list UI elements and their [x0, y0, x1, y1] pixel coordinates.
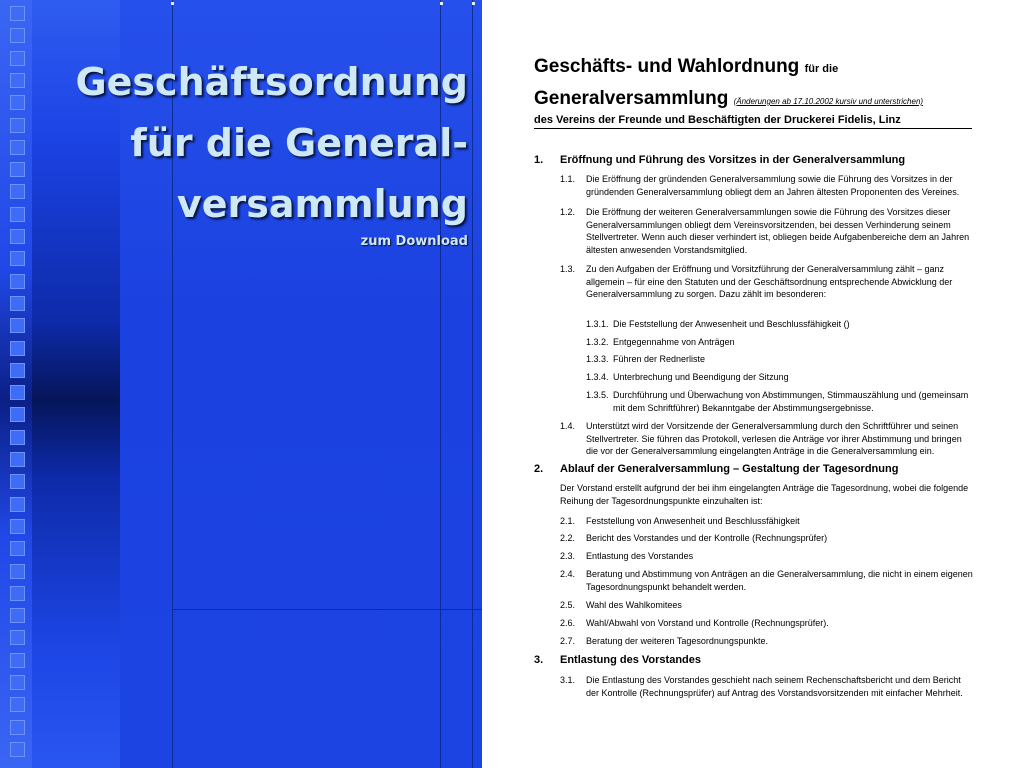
item-text: Zu den Aufgaben der Eröffnung und Vorsitzführung der Generalversammlung zählt – ganz allgemein – für eine den Statuten und der Geschäftsordnung entsprechende Abwicklung der Generalversammlung zu sorgen. Dazu zählt im besonderen: — [586, 264, 953, 299]
item-number: 1.1. — [560, 174, 576, 184]
item-number: 1.2. — [560, 207, 576, 217]
decorative-square — [10, 73, 25, 88]
section-title: Entlastung des Vorstandes — [560, 654, 701, 666]
decorative-square — [10, 742, 25, 757]
item-number: 2.4. — [560, 569, 576, 579]
item-number: 2.3. — [560, 551, 576, 561]
document-heading-line1 — [534, 56, 838, 78]
item-text: Die Eröffnung der gründenden Generalversammlung sowie die Führung des Vorsitzes in der gründenden Generalversammlung obliegt dem an Jahren ältesten Proponenten des Vereines. — [586, 174, 960, 197]
section-heading — [534, 463, 898, 475]
section-title: Eröffnung und Führung des Vorsitzes in der Generalversammlung — [560, 154, 906, 166]
corner-marker — [472, 2, 475, 5]
amendment-note: (Änderungen ab 17.10.2002 kursiv und unterstrichen) — [733, 97, 924, 106]
decorative-square — [10, 630, 25, 645]
item-number: 1.4. — [560, 421, 576, 431]
item-text: Beratung und Abstimmung von Anträgen an die Generalversammlung, die nicht in einem eigenen Tagesordnungspunkt behandelt werden. — [586, 569, 973, 592]
item-number: 1.3.1. — [586, 319, 609, 329]
item-text: Entlastung des Vorstandes — [586, 551, 694, 561]
decorative-square — [10, 51, 25, 66]
decorative-square — [10, 474, 25, 489]
decorative-square — [10, 229, 25, 244]
decorative-square — [10, 519, 25, 534]
decorative-square — [10, 653, 25, 668]
section-number: 3. — [534, 654, 544, 666]
item-number: 1.3.4. — [586, 372, 609, 382]
slide-title-line: versammlung — [176, 182, 468, 226]
list-item — [586, 389, 976, 415]
decorative-square — [10, 720, 25, 735]
decorative-square — [10, 608, 25, 623]
decorative-square — [10, 184, 25, 199]
item-number: 2.6. — [560, 618, 576, 628]
list-item — [560, 674, 980, 700]
decorative-square — [10, 586, 25, 601]
document-page — [482, 0, 1024, 768]
item-number: 2.7. — [560, 636, 576, 646]
item-text: Bericht des Vorstandes und der Kontrolle (Rechnungsprüfer) — [586, 533, 828, 543]
corner-marker — [171, 2, 174, 5]
item-number: 1.3.3. — [586, 354, 609, 364]
item-number: 1.3.2. — [586, 337, 609, 347]
decorative-square — [10, 541, 25, 556]
decorative-square — [10, 363, 25, 378]
document-heading-suffix: für die — [804, 63, 839, 75]
decorative-square — [10, 274, 25, 289]
decorative-square — [10, 407, 25, 422]
item-text: Unterbrechung und Beendigung der Sitzung — [613, 372, 789, 382]
guide-line — [472, 0, 473, 768]
decorative-square — [10, 318, 25, 333]
decorative-square — [10, 162, 25, 177]
guide-line — [172, 609, 482, 610]
section-heading — [534, 654, 701, 666]
section-heading — [534, 154, 905, 166]
item-text: Beratung der weiteren Tagesordnungspunkte. — [586, 636, 768, 646]
decorative-square — [10, 140, 25, 155]
item-number: 3.1. — [560, 675, 576, 685]
decorative-square — [10, 675, 25, 690]
list-item — [560, 263, 980, 313]
list-item — [560, 173, 980, 199]
item-text: Wahl des Wahlkomitees — [586, 600, 682, 610]
item-number: 1.3. — [560, 264, 576, 274]
item-text: Unterstützt wird der Vorsitzende der Generalversammlung durch den Schriftführer und seinen Stellvertreter. Sie führen das Protokoll, verlesen die Anträge vor ihrer Abstimmung und bringen die vor der Generalversammlung eingelangten Anträge in die Generalversammlung ein. — [586, 421, 962, 456]
item-number: 2.2. — [560, 533, 576, 543]
decorative-square — [10, 564, 25, 579]
item-text: Führen der Rednerliste — [613, 354, 706, 364]
corner-marker — [440, 2, 443, 5]
decorative-square — [10, 207, 25, 222]
decorative-square — [10, 497, 25, 512]
item-number: 2.5. — [560, 600, 576, 610]
decorative-square — [10, 385, 25, 400]
heading-divider — [534, 128, 972, 129]
section-intro: Der Vorstand erstellt aufgrund der bei ihm eingelangten Anträge die Tagesordnung, wobei die folgende Reihung der Tagesordnungspunkte einzuhalten ist: — [560, 483, 969, 506]
section-number: 2. — [534, 463, 544, 475]
decorative-square — [10, 6, 25, 21]
item-text: Feststellung von Anwesenheit und Beschlussfähigkeit — [586, 516, 800, 526]
decorative-square — [10, 118, 25, 133]
item-text: Die Eröffnung der weiteren Generalversammlungen sowie die Führung des Vorsitzes dieser Generalversammlungen obliegt dem Vereinsvorsitzenden, bei dessen Verhinderung seinem Stellvertreter. Wenn auch dieser verhindert ist, obliegen beide Aufgabenbereiche dem an Jahren ältesten anwesenden Vorstandsmitglied. — [586, 207, 970, 255]
list-item — [560, 568, 980, 594]
item-text: Wahl/Abwahl von Vorstand und Kontrolle (Rechnungsprüfer). — [586, 618, 829, 628]
document-heading-line2 — [534, 88, 923, 110]
item-number: 1.3.5. — [586, 390, 609, 400]
item-text: Durchführung und Überwachung von Abstimmungen, Stimmauszählung und (gemeinsam mit dem Schriftführer) Bekanntgabe der Abstimmungsergebnisse. — [613, 390, 969, 413]
document-heading-text: Geschäfts- und Wahlordnung — [534, 56, 800, 77]
slide-title-line: für die General- — [130, 121, 468, 165]
decorative-square — [10, 697, 25, 712]
list-item — [560, 206, 980, 258]
decorative-square — [10, 296, 25, 311]
slide-panel — [0, 0, 482, 768]
decorative-square — [10, 251, 25, 266]
item-number: 2.1. — [560, 516, 576, 526]
item-text: Die Entlastung des Vorstandes geschieht nach seinem Rechenschaftsbericht und dem Bericht der Kontrolle (Rechnungsprüfer) auf Antrag des Vorstandsvorsitzenden mit einfacher Mehrheit. — [586, 675, 963, 698]
section-title: Ablauf der Generalversammlung – Gestaltung der Tagesordnung — [560, 463, 899, 475]
download-link[interactable]: zum Download — [360, 234, 468, 249]
section-number: 1. — [534, 154, 544, 166]
decorative-square — [10, 430, 25, 445]
decorative-square — [10, 452, 25, 467]
organization-name: des Vereins der Freunde und Beschäftigten der Druckerei Fidelis, Linz — [534, 114, 901, 126]
list-item — [560, 420, 980, 458]
decorative-square — [10, 28, 25, 43]
slide-title-line: Geschäftsordnung — [75, 60, 468, 104]
slide-title — [28, 52, 468, 235]
document-heading-text: Generalversammlung — [534, 88, 729, 109]
item-text: Die Feststellung der Anwesenheit und Beschlussfähigkeit () — [613, 319, 850, 329]
item-text: Entgegennahme von Anträgen — [613, 337, 735, 347]
decorative-square — [10, 341, 25, 356]
decorative-square — [10, 95, 25, 110]
